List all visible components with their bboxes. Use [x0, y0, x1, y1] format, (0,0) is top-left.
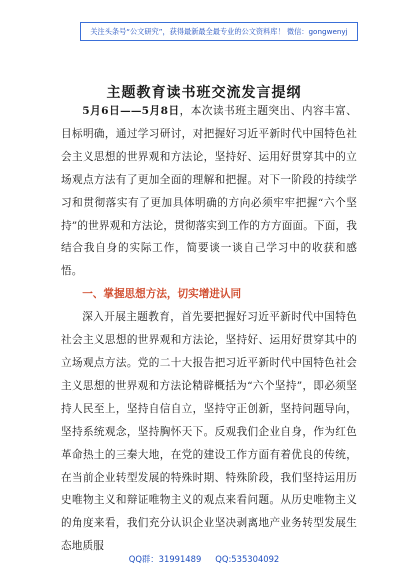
- document-body: [61, 100, 357, 558]
- footer-qq-group: QQ群：31991489: [128, 554, 202, 564]
- date-range: 5月6日——5月8日: [82, 105, 180, 117]
- top-promo-banner: [80, 22, 358, 41]
- intro-paragraph-text: ，本次读书班主题突出、内容丰富、目标明确，通过学习研讨，对把握好习近平新时代中国特色社会主义思想的世界观和方法论，坚持好、运用好贯穿其中的立场观点方法有了更加全面的理解和把握。对下一阶段的持续学习和贯彻落实有了更加具体明确的方向必须牢牢把握“六个坚持”的世界观和方法论，贯彻落实到工作的方方面面。下面，我结合我自身的实际工作，简要谈一谈自己学习中的收获和感悟。: [61, 105, 358, 278]
- section-heading: 一、掌握思想方法，切实增进认同: [82, 288, 242, 301]
- footer-contact: [0, 553, 408, 565]
- document-title: 主题教育读书班交流发言提纲: [106, 85, 302, 101]
- intro-paragraph: [61, 100, 357, 283]
- footer-qq: QQ:535304092: [215, 554, 280, 564]
- section-paragraph: 深入开展主题教育，首先要把握好习近平新时代中国特色社会主义思想的世界观和方法论，坚持好、运用好贯穿其中的立场观点方法。党的二十大报告把习近平新时代中国特色社会主义思想的世界观和方法论精辟概括为“六个坚持”，即必须坚持人民至上，坚持自信自立，坚持守正创新，坚持问题导向，坚持系统观念，坚持胸怀天下。反观我们企业自身，作为红色革命热土的三秦大地，在党的建设工作方面有着优良的传统，在当前企业转型发展的特殊时期、特殊阶段，我们坚持运用历史唯物主义和辩证唯物主义的观点来看问题。从历史唯物主义的角度来看，我们充分认识企业坚决剥离地产业务转型发展生态地质服: [61, 311, 357, 553]
- banner-text: 关注头条号“公文研究”，获得最新最全最专业的公文资料库！ 微信：gongwenyj: [90, 27, 348, 36]
